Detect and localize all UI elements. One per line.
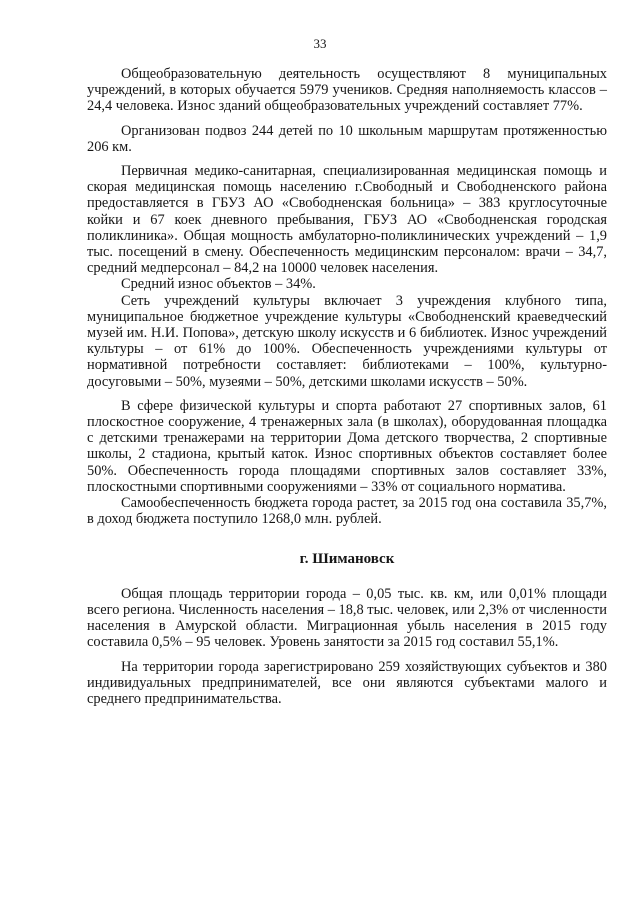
section-svobodny-continued: [87, 66, 607, 527]
section-shimanovsk: [87, 551, 607, 707]
paragraph-education: Общеобразовательную деятельность осуществляют 8 муниципальных учреждений, в которых обучается 5979 учеников. Средняя наполняемость классов – 24,4 человека. Износ зданий общеобразовательных учреждений составляет 77%.: [87, 66, 607, 115]
paragraph-healthcare: Первичная медико-санитарная, специализированная медицинская помощь и скорая медицинская помощь населению г.Свободный и Свободненского района предоставляется в ГБУЗ АО «Свободненская больница» – 383 круглосуточные койки и 67 коек дневного пребывания, ГБУЗ АО «Свободненская городская поликлиника». Общая мощность амбулаторно-поликлинических учреждений – 1,9 тыс. посещений в смену. Обеспеченность медицинским персоналом: врачи – 34,7, средний медперсонал – 84,2 на 10000 человек населения.: [87, 163, 607, 277]
document-body: [87, 66, 607, 707]
paragraph-territory-population: Общая площадь территории города – 0,05 тыс. кв. км, или 0,01% площади всего региона. Численность населения – 18,8 тыс. человек, или 2,3% от численности населения в Амурской области. Миграционная убыль населения в 2015 году составила 0,5% – 95 человек. Уровень занятости за 2015 год составил 55,1%.: [87, 585, 607, 651]
paragraph-culture: Сеть учреждений культуры включает 3 учреждения клубного типа, муниципальное бюджетное учреждение культуры «Свободненский краеведческий музей им. Н.И. Попова», детскую школу искусств и 6 библиотек. Износ учреждений культуры – от 61% до 100%. Обеспеченность учреждениями культуры от нормативной потребности составляет: библиотеками – 100%, культурно-досуговыми – 50%, музеями – 50%, детскими школами искусств – 50%.: [87, 292, 607, 390]
page-number: 33: [313, 36, 327, 51]
paragraph-school-transport: Организован подвоз 244 детей по 10 школьным маршрутам протяженностью 206 км.: [87, 122, 607, 155]
section-title: г. Шимановск: [299, 551, 395, 568]
paragraph-sports: В сфере физической культуры и спорта работают 27 спортивных залов, 61 плоскостное сооружение, 4 тренажерных зала (в школах), оборудованная площадка с детскими тренажерами на территории Дома детского творчества, 2 спортивные школы, 2 стадиона, крытый каток. Износ спортивных объектов составляет более 50%. Обеспеченность города площадями спортивных залов составляет 33%, плоскостными спортивными сооружениями – 33% от социального норматива.: [87, 397, 607, 495]
paragraph-business-entities: На территории города зарегистрировано 259 хозяйствующих субъектов и 380 индивидуальных предпринимателей, все они являются субъектами малого и среднего предпринимательства.: [87, 658, 607, 707]
paragraph-budget: Самообеспеченность бюджета города растет, за 2015 год она составила 35,7%, в доход бюджета поступило 1268,0 млн. рублей.: [87, 495, 607, 528]
paragraph-healthcare-wear: Средний износ объектов – 34%.: [121, 276, 316, 293]
